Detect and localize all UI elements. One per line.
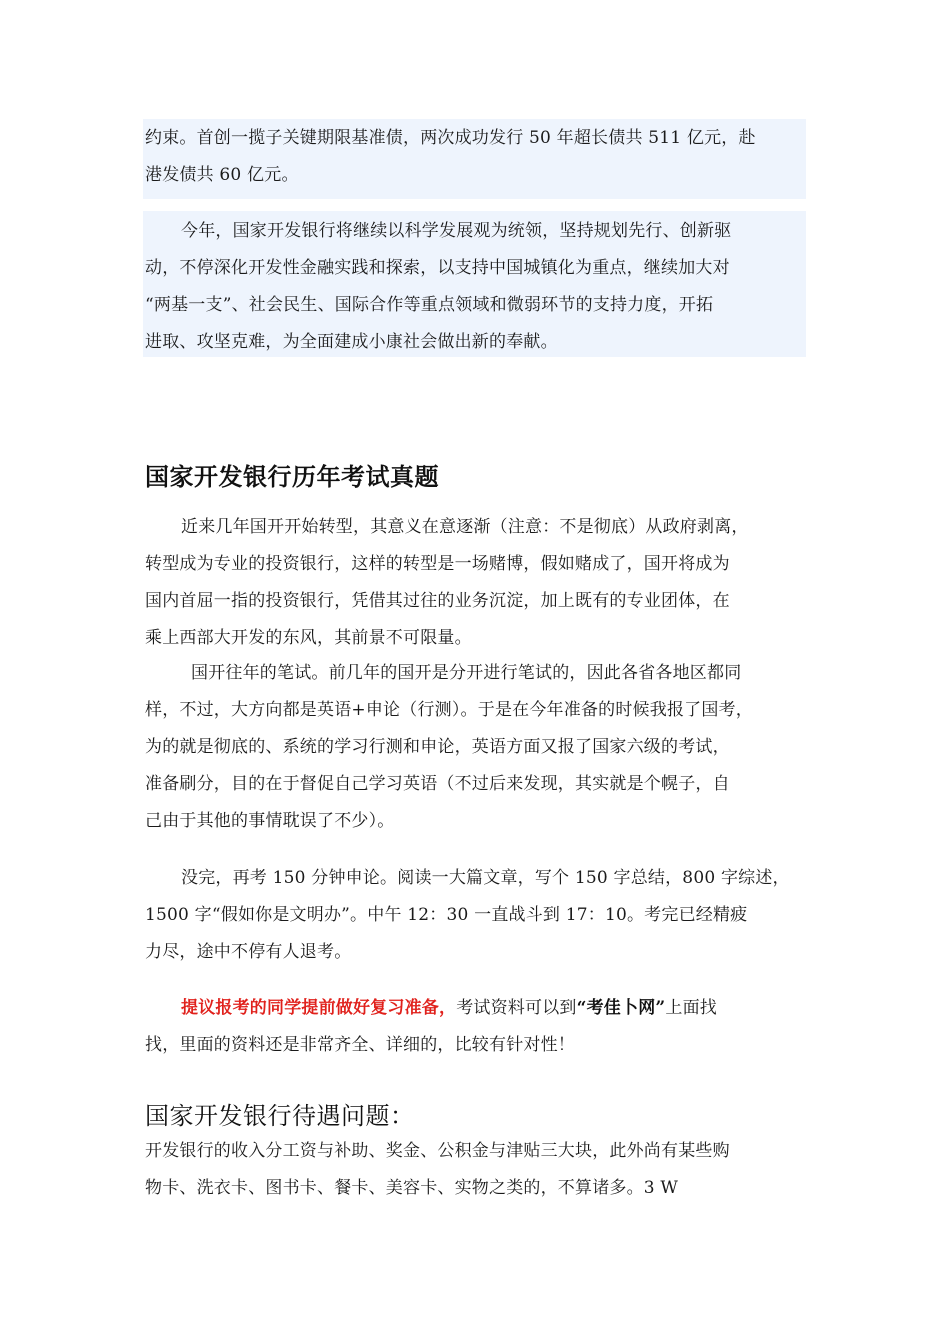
intro-line: 约束。首创一揽子关键期限基准债，两次成功发行 50 年超长债共 511 亿元，赴	[145, 128, 756, 148]
exam-para2-line: 国开往年的笔试。前几年的国开是分开进行笔试的，因此各省各地区都同	[191, 663, 742, 683]
exam-para1-line: 转型成为专业的投资银行，这样的转型是一场赌博，假如赌成了，国开将成为	[145, 554, 730, 574]
plan-line: “两基一支”、社会民生、国际合作等重点领域和微弱环节的支持力度，开拓	[145, 295, 714, 315]
exam-para2-line: 准备刷分，目的在于督促自己学习英语（不过后来发现，其实就是个幌子，自	[145, 774, 730, 794]
plan-line: 动，不停深化开发性金融实践和探索，以支持中国城镇化为重点，继续加大对	[145, 258, 730, 278]
exam-para2-line: 样，不过，大方向都是英语+申论（行测）。于是在今年准备的时候我报了国考，	[145, 700, 753, 720]
tip-site-name: “考佳卜网”	[576, 998, 666, 1018]
tip-line-2: 找，里面的资料还是非常齐全、详细的，比较有针对性！	[145, 1035, 575, 1055]
exam-paragraph-2	[145, 655, 810, 840]
pay-paragraph	[145, 1133, 810, 1207]
exam-para2-line: 己由于其他的事情耽误了不少）。	[145, 811, 395, 831]
plan-paragraph	[145, 213, 810, 361]
intro-line: 港发债共 60 亿元。	[145, 165, 299, 185]
exam-para1-line: 乘上西部大开发的东风，其前景不可限量。	[145, 628, 472, 648]
pay-line: 开发银行的收入分工资与补助、奖金、公积金与津贴三大块，此外尚有某些购	[145, 1141, 730, 1161]
pay-section-title: 国家开发银行待遇问题：	[145, 1102, 415, 1130]
exam-section-title: 国家开发银行历年考试真题	[145, 463, 439, 491]
exam-para3-line: 1500 字“假如你是文明办”。中午 12：30 一直战斗到 17：10。考完已经精疲	[145, 905, 748, 925]
tip-red-text: 提议报考的同学提前做好复习准备，	[181, 998, 457, 1018]
tip-line-1	[145, 990, 810, 1027]
intro-paragraph	[145, 120, 810, 194]
exam-para3-line: 力尽，途中不停有人退考。	[145, 942, 352, 962]
exam-para1-line: 国内首屈一指的投资银行，凭借其过往的业务沉淀，加上既有的专业团体，在	[145, 591, 730, 611]
exam-para1-line: 近来几年国开开始转型，其意义在意逐渐（注意：不是彻底）从政府剥离，	[181, 517, 749, 537]
tip-paragraph	[145, 990, 810, 1064]
exam-paragraph-1	[145, 509, 810, 657]
pay-line: 物卡、洗衣卡、图书卡、餐卡、美容卡、实物之类的，不算诸多。3 W	[145, 1178, 679, 1198]
exam-para2-line: 为的就是彻底的、系统的学习行测和申论，英语方面又报了国家六级的考试，	[145, 737, 730, 757]
plan-line: 进取、攻坚克难，为全面建成小康社会做出新的奉献。	[145, 332, 558, 352]
exam-paragraph-3	[145, 860, 810, 971]
tip-mid-text: 考试资料可以到	[456, 998, 577, 1018]
plan-line: 今年，国家开发银行将继续以科学发展观为统领，坚持规划先行、创新驱	[181, 221, 732, 241]
exam-para3-line: 没完，再考 150 分钟申论。阅读一大篇文章，写个 150 字总结，800 字综述，	[181, 868, 790, 888]
tip-end-text: 上面找	[665, 998, 717, 1018]
